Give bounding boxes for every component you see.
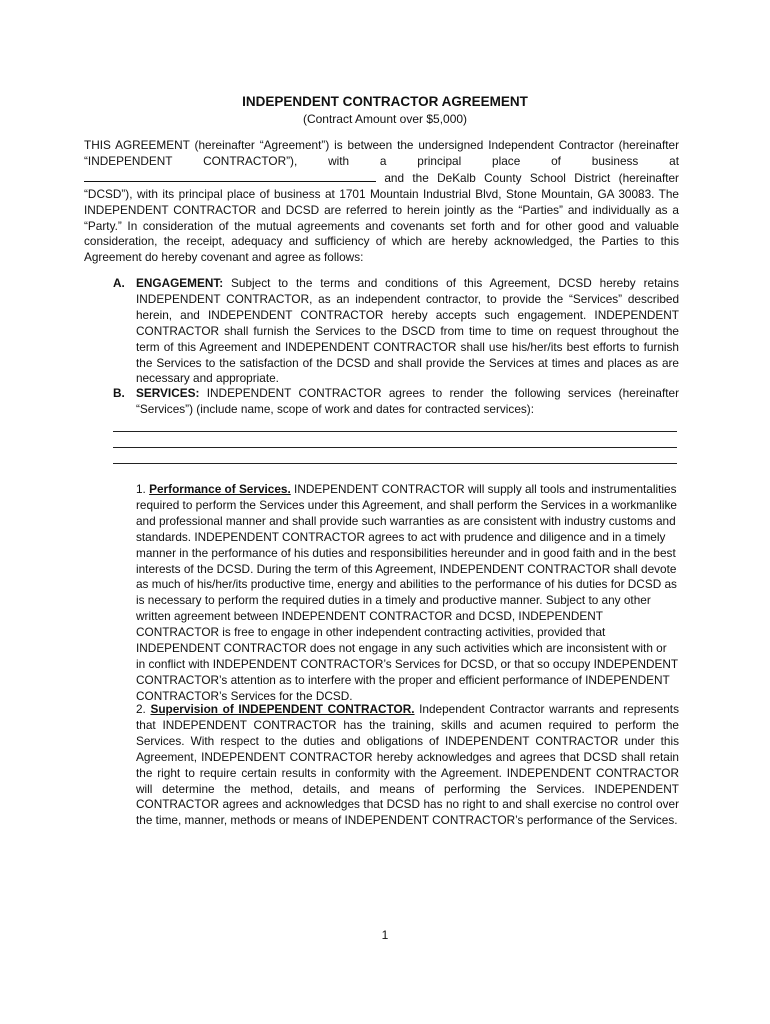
section-b-services: [113, 386, 679, 418]
section-a-text: Subject to the terms and conditions of this Agreement, DCSD hereby retains INDEPENDENT CONTRACTOR, as an independent contractor, to provide the “Services” described herein, and INDEPENDENT CONTRACTOR hereby accepts such engagement. INDEPENDENT CONTRACTOR shall furnish the Services to the DSCD from time to time on request throughout the term of this Agreement and INDEPENDENT CONTRACTOR shall use his/her/its best efforts to furnish the Services to the satisfaction of the DCSD and shall provide the Services at times and places as are necessary and appropriate.: [136, 276, 679, 386]
document-subtitle: (Contract Amount over $5,000): [302, 112, 468, 126]
performance-heading: Performance of Services.: [149, 482, 291, 496]
document-title: INDEPENDENT CONTRACTOR AGREEMENT: [242, 94, 528, 109]
performance-of-services-paragraph: [136, 482, 679, 705]
supervision-paragraph: [136, 702, 679, 829]
performance-number: 1.: [136, 482, 150, 496]
intro-line-3: [84, 170, 679, 187]
intro-line-3-text: and the DeKalb County School District (hereinafter: [376, 170, 679, 185]
section-b-body: [136, 386, 679, 418]
services-blank-line-3[interactable]: [113, 463, 677, 464]
section-b-text: INDEPENDENT CONTRACTOR agrees to render the following services (hereinafter “Services”) (include name, scope of work and dates for contracted services):: [136, 386, 679, 416]
section-a-body: [136, 276, 679, 387]
performance-text: INDEPENDENT CONTRACTOR will supply all tools and instrumentalities required to perform the Services under this Agreement, and shall perform the Services in a workmanlike and professional manner and shall provide such warranties as are consistent with industry customs and standards. INDEPENDENT CONTRACTOR agrees to act with prudence and diligence and in a timely manner in the performance of his duties and responsibilities hereunder and in good faith and in the best interests of the DCSD. During the term of this Agreement, INDEPENDENT CONTRACTOR shall devote as much of his/her/its productive time, energy and abilities to the performance of his duties for DCSD as is necessary to perform the required duties in a timely and productive manner. Subject to any other written agreement between INDEPENDENT CONTRACTOR and DCSD, INDEPENDENT CONTRACTOR is free to engage in other independent contracting activities, provided that INDEPENDENT CONTRACTOR does not engage in any such activities which are inconsistent with or in conflict with INDEPENDENT CONTRACTOR’s Services for DCSD, or that so occupy INDEPENDENT CONTRACTOR’s attention as to interfere with the proper and efficient performance of INDEPENDENT CONTRACTOR’s Services for the DCSD.: [136, 482, 678, 703]
section-a-engagement: [113, 276, 679, 387]
supervision-number: 2.: [136, 702, 151, 716]
intro-line-2: “INDEPENDENT CONTRACTOR”), with a principal place of business at: [84, 153, 679, 168]
supervision-text: Independent Contractor warrants and represents that INDEPENDENT CONTRACTOR has the training, skills and acumen required to perform the Services. With respect to the duties and obligations of INDEPENDENT CONTRACTOR under this Agreement, INDEPENDENT CONTRACTOR hereby acknowledges and agrees that DCSD shall retain the right to require certain results in conformity with the Agreement. INDEPENDENT CONTRACTOR will determine the method, details, and means of performing the Services. INDEPENDENT CONTRACTOR agrees and acknowledges that DCSD has no right to and shall exercise no control over the time, manner, methods or means of INDEPENDENT CONTRACTOR’s performance of the Services.: [136, 702, 679, 828]
section-b-marker: B.: [113, 386, 125, 400]
contractor-address-blank[interactable]: [84, 170, 376, 182]
page-number: 1: [381, 928, 389, 942]
intro-rest: “DCSD”), with its principal place of business at 1701 Mountain Industrial Blvd, Stone Mountain, GA 30083. The INDEPENDENT CONTRACTOR and DCSD are referred to herein jointly as the “Parties” and individually as a “Party.” In consideration of the mutual agreements and covenants set forth and for other good and valuable consideration, the receipt, adequacy and sufficiency of which are hereby acknowledged, the Parties to this Agreement do hereby covenant and agree as follows:: [84, 186, 679, 265]
supervision-heading: Supervision of INDEPENDENT CONTRACTOR.: [150, 702, 415, 716]
section-b-heading: SERVICES:: [136, 386, 200, 400]
services-blank-line-1[interactable]: [113, 431, 677, 432]
section-a-marker: A.: [113, 276, 125, 290]
section-a-heading: ENGAGEMENT:: [136, 276, 224, 290]
services-blank-line-2[interactable]: [113, 447, 677, 448]
intro-paragraph: [84, 138, 679, 266]
intro-line-1: THIS AGREEMENT (hereinafter “Agreement”) is between the undersigned Independent Contractor (hereinafter: [84, 138, 679, 152]
